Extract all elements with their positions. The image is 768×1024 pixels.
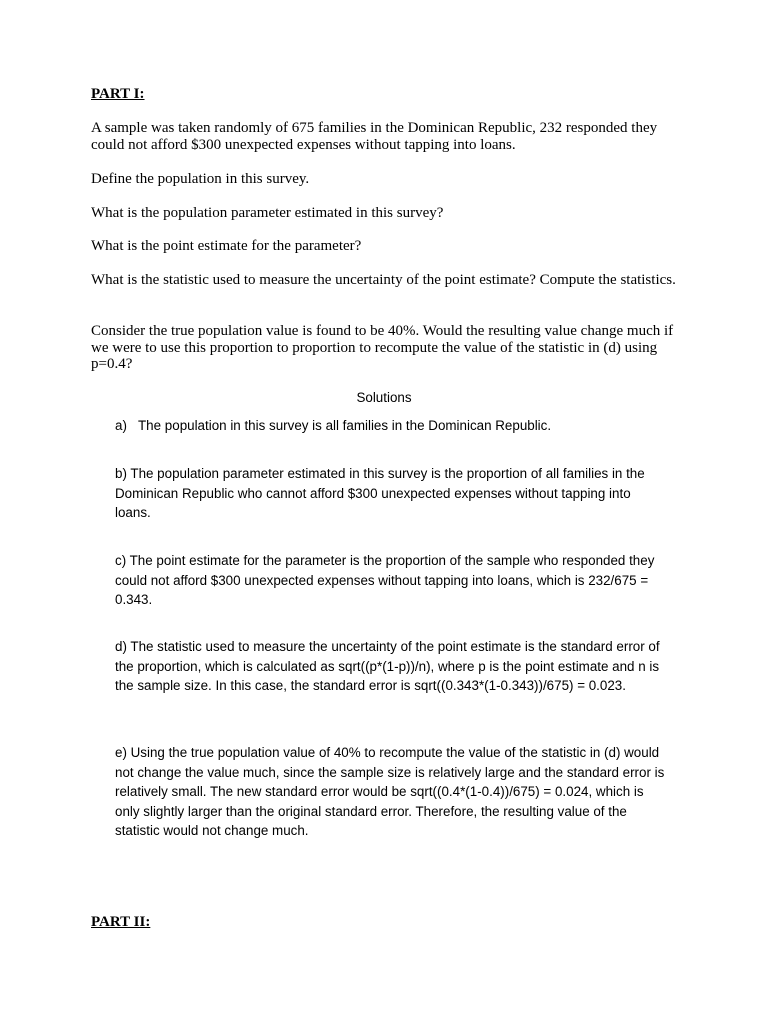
part-one-heading: PART I:: [91, 86, 145, 102]
part-two-heading: PART II:: [91, 914, 151, 930]
solution-a-marker: a): [115, 418, 127, 433]
question-uncertainty-statistic: What is the statistic used to measure the uncertainty of the point estimate? Compute the statistics.: [91, 272, 676, 288]
survey-intro-paragraph: A sample was taken randomly of 675 families in the Dominican Republic, 232 responded they could not afford $300 unexpected expenses without tapping into loans.: [91, 120, 658, 153]
solution-c: c) The point estimate for the parameter is the proportion of the sample who responded they could not afford $300 unexpected expenses without tapping into loans, which is 232/675 = 0.343.: [115, 553, 655, 607]
solution-b: b) The population parameter estimated in this survey is the proportion of all families in the Dominican Republic who cannot afford $300 unexpected expenses without tapping into loans.: [115, 466, 645, 520]
question-population-parameter: What is the population parameter estimated in this survey?: [91, 205, 444, 221]
question-define-population: Define the population in this survey.: [91, 171, 310, 187]
solution-d: d) The statistic used to measure the uncertainty of the point estimate is the standard error of the proportion, which is calculated as sqrt((p*(1-p))/n), where p is the point estimate and n is the sample size. In this case, the standard error is sqrt((0.343*(1-0.343))/675) = 0.023.: [115, 639, 660, 693]
question-true-population-value: Consider the true population value is found to be 40%. Would the resulting value change much if we were to use this proportion to proportion to recompute the value of the statistic in (d) using p=0.4?: [91, 323, 674, 372]
question-point-estimate: What is the point estimate for the parameter?: [91, 238, 362, 254]
solution-a: [115, 416, 675, 436]
solution-a-text: The population in this survey is all families in the Dominican Republic.: [138, 418, 552, 433]
solutions-title: Solutions: [356, 390, 412, 405]
solution-e: e) Using the true population value of 40% to recompute the value of the statistic in (d) would not change the value much, since the sample size is relatively large and the standard error is relatively small. The new standard error would be sqrt((0.4*(1-0.4))/675) = 0.024, which is only slightly larger than the original standard error. Therefore, the resulting value of the statistic would not change much.: [115, 745, 665, 838]
